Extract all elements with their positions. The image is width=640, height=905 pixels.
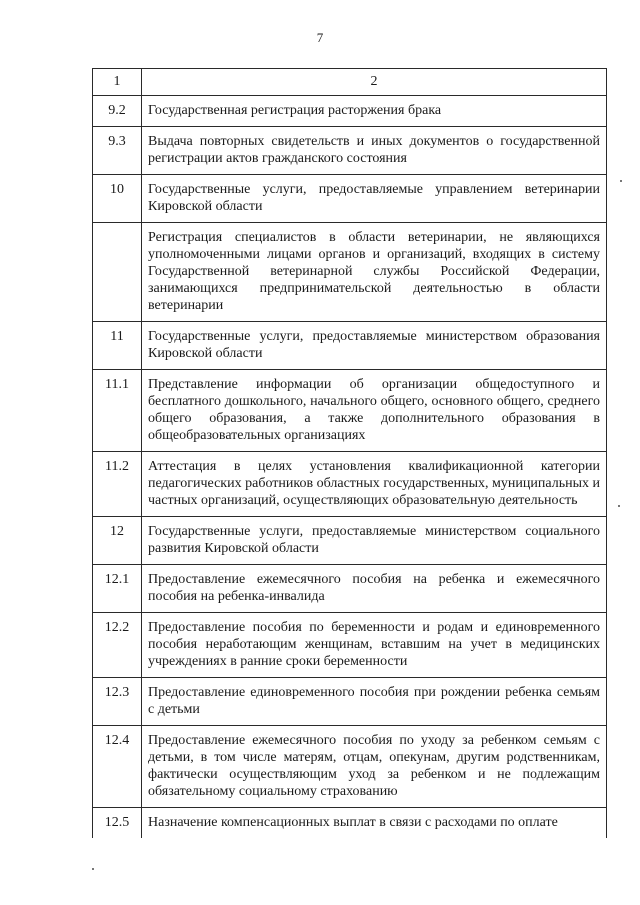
table-row [93, 127, 607, 175]
table-row [93, 726, 607, 808]
row-number: 12.3 [93, 678, 142, 726]
row-text: Аттестация в целях установления квалификационной категории педагогических работников областных государственных, муниципальных и частных организаций, осуществляющих образовательную деятельность [142, 452, 607, 517]
row-number: 12.4 [93, 726, 142, 808]
row-number: 9.3 [93, 127, 142, 175]
row-text: Регистрация специалистов в области ветеринарии, не являющихся уполномоченными лицами органов и организаций, входящих в систему Государственной ветеринарной службы Российской Федерации, занимающихся предпринимательской деятельностью в области ветеринарии [142, 223, 607, 322]
header-cell-2: 2 [142, 69, 607, 96]
row-text: Выдача повторных свидетельств и иных документов о государственной регистрации актов гражданского состояния [142, 127, 607, 175]
row-number: 12 [93, 517, 142, 565]
table-row [93, 322, 607, 370]
row-text: Предоставление пособия по беременности и родам и единовременного пособия неработающим женщинам, вставшим на учет в медицинских учреждениях в ранние сроки беременности [142, 613, 607, 678]
row-text: Назначение компенсационных выплат в связи с расходами по оплате [142, 808, 607, 839]
row-text: Государственная регистрация расторжения брака [142, 96, 607, 127]
table-row [93, 370, 607, 452]
scan-speck [618, 505, 620, 507]
row-text: Предоставление единовременного пособия при рождении ребенка семьям с детьми [142, 678, 607, 726]
services-table [92, 68, 607, 838]
row-number: 10 [93, 175, 142, 223]
table-header-row [93, 69, 607, 96]
row-number: 12.1 [93, 565, 142, 613]
table-row [93, 517, 607, 565]
scan-speck [92, 868, 94, 870]
row-number: 9.2 [93, 96, 142, 127]
table-row [93, 175, 607, 223]
table-row [93, 223, 607, 322]
table-row [93, 613, 607, 678]
row-text: Государственные услуги, предоставляемые министерством социального развития Кировской области [142, 517, 607, 565]
row-number: 12.5 [93, 808, 142, 839]
row-number: 11.1 [93, 370, 142, 452]
header-cell-1: 1 [93, 69, 142, 96]
row-text: Государственные услуги, предоставляемые управлением ветеринарии Кировской области [142, 175, 607, 223]
row-text: Представление информации об организации общедоступного и бесплатного дошкольного, начального общего, основного общего, среднего общего образования, а также дополнительного образования в общеобразовательных организациях [142, 370, 607, 452]
row-number: 12.2 [93, 613, 142, 678]
row-number: 11.2 [93, 452, 142, 517]
row-number: 11 [93, 322, 142, 370]
table-row [93, 808, 607, 839]
page-number: 7 [316, 30, 324, 45]
row-text: Предоставление ежемесячного пособия по уходу за ребенком семьям с детьми, в том числе матерям, отцам, опекунам, другим родственникам, фактически осуществляющим уход за ребенком и не подлежащим обязательному социальному страхованию [142, 726, 607, 808]
row-text: Государственные услуги, предоставляемые министерством образования Кировской области [142, 322, 607, 370]
table-row [93, 565, 607, 613]
scan-speck [620, 180, 622, 182]
table-row [93, 452, 607, 517]
row-text: Предоставление ежемесячного пособия на ребенка и ежемесячного пособия на ребенка-инвалида [142, 565, 607, 613]
row-number [93, 223, 142, 322]
table-row [93, 96, 607, 127]
table-row [93, 678, 607, 726]
